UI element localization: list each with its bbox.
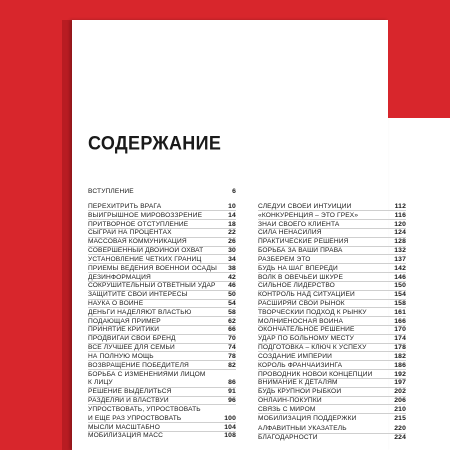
toc-entry-title: СИЛЬНОЕ ЛИДЕРСТВО xyxy=(258,282,335,290)
toc-entry-page: 161 xyxy=(394,308,406,316)
toc-entry-page: 210 xyxy=(394,405,406,413)
toc-entry-page: 50 xyxy=(228,291,236,299)
toc-entry-title: МОБИЛИЗАЦИЯ МАСС xyxy=(88,432,164,440)
toc-entry-title: ОКОНЧАТЕЛЬНОЕ РЕШЕНИЕ xyxy=(258,326,355,334)
toc-entry-title: НАУКА О ВОЙНЕ xyxy=(88,300,144,308)
toc-entry-title: УСТАНОВЛЕНИЕ ЧЕТКИХ ГРАНИЦ xyxy=(88,255,202,263)
toc-entry-title: ВОЛК В ОВЕЧЬЕЙ ШКУРЕ xyxy=(258,273,344,281)
toc-entry-title: СЫГРАЙ НА ПРОЦЕНТАХ xyxy=(88,229,172,237)
toc-entry-title: БУДЬ НА ШАГ ВПЕРЕДИ xyxy=(258,264,338,272)
toc-entry-title: БЛАГОДАРНОСТИ xyxy=(258,434,318,441)
toc-entry-page: 38 xyxy=(228,264,236,272)
red-left-edge xyxy=(62,20,72,450)
toc-entry-page: 224 xyxy=(394,434,406,441)
toc-entry-title: МОЛНИЕНОСНАЯ ВОЙНА xyxy=(258,317,344,325)
toc-entry-page: 178 xyxy=(394,344,406,352)
toc-entry[interactable] xyxy=(88,370,236,379)
toc-entry-page: 150 xyxy=(394,282,406,290)
toc-entry-page: 158 xyxy=(394,300,406,308)
toc-entry-title: ВЫИГРЫШНОЕ МИРОВОЗЗРЕНИЕ xyxy=(88,211,203,219)
toc-entry-page: 112 xyxy=(394,203,406,210)
toc-entry-page: 206 xyxy=(394,397,406,405)
toc-entry-page: 30 xyxy=(228,247,236,255)
toc-entry-page: 6 xyxy=(232,188,236,195)
toc-entry-page: 58 xyxy=(228,308,236,316)
toc-entry-page: 96 xyxy=(228,397,236,405)
toc-entry-title: ЗНАЙ СВОЕГО КЛИЕНТА xyxy=(258,220,340,228)
toc-entry-title: ПРОДВИГАЙ СВОЙ БРЕНД xyxy=(88,335,176,343)
toc-entry-page: 34 xyxy=(228,255,236,263)
toc-entry-title: РАСШИРЯЙ СВОЙ РЫНОК xyxy=(258,300,345,308)
red-right-band xyxy=(388,0,450,118)
toc-entry-title: ПЕРЕХИТРИТЬ ВРАГА xyxy=(88,203,162,210)
toc-entry-title: УПРОСТВОВАТЬ, УПРОСТВОВАТЬ xyxy=(88,405,201,413)
toc-entry-page: 18 xyxy=(228,220,236,228)
toc-entry-page: 174 xyxy=(394,335,406,343)
toc-entry-title: ПРИЕМЫ ВЕДЕНИЯ ВОЕННОЙ ОСАДЫ xyxy=(88,264,217,272)
toc-entry-page: 116 xyxy=(394,211,406,219)
toc-entry-intro[interactable] xyxy=(88,187,236,196)
toc-entry-page: 100 xyxy=(224,414,236,422)
toc-entry-title: ДЕЗИНФОРМАЦИЯ xyxy=(88,273,151,281)
toc-entry-title: ДЕНЬГИ НАДЕЛЯЮТ ВЛАСТЬЮ xyxy=(88,308,192,316)
toc-entry-page: 124 xyxy=(394,229,406,237)
toc-entry-page: 78 xyxy=(228,352,236,360)
toc-entry[interactable] xyxy=(258,433,406,442)
toc-entry-title: ВСТУПЛЕНИЕ xyxy=(88,188,134,195)
toc-entry-title: СЛЕДУЙ СВОЕЙ ИНТУИЦИИ xyxy=(258,203,352,210)
toc-entry-title: «КОНКУРЕНЦИЯ – ЭТО ГРЕХ» xyxy=(258,211,359,219)
toc-entry[interactable] xyxy=(88,405,236,414)
toc-entry-title: РАЗДЕЛЯЙ И ВЛАСТВУЙ xyxy=(88,397,169,405)
toc-entry-title: БОРЬБА ЗА ВАШИ ПРАВА xyxy=(258,247,343,255)
toc-entry-page: 202 xyxy=(394,388,406,396)
toc-entry-title: БУДЬ КРУПНОЙ РЫБКОЙ xyxy=(258,388,342,396)
toc-entry-page: 182 xyxy=(394,352,406,360)
toc-entry-page: 46 xyxy=(228,282,236,290)
toc-entry-title: АЛФАВИТНЫЙ УКАЗАТЕЛЬ xyxy=(258,425,347,432)
toc-entry-title: РАЗБЕРЕМ ЭТО xyxy=(258,255,311,263)
toc-entry-title: ВСЕ ЛУЧШЕЕ ДЛЯ СЕМЬИ xyxy=(88,344,175,352)
toc-entry-title: К ЛИЦУ xyxy=(88,379,113,387)
toc-entry-title: ПРОВОДНИК НОВОЙ КОНЦЕПЦИИ xyxy=(258,370,373,378)
toc-entry-title: СОКРУШИТЕЛЬНЫЙ ОТВЕТНЫЙ УДАР xyxy=(88,282,216,290)
toc-entry-page: 26 xyxy=(228,238,236,246)
toc-entry[interactable] xyxy=(88,431,236,440)
toc-entry-page: 128 xyxy=(394,238,406,246)
toc-entry-title: ВНИМАНИЕ К ДЕТАЛЯМ xyxy=(258,379,338,387)
toc-entry-title: ВОЗВРАЩЕНИЕ ПОБЕДИТЕЛЯ xyxy=(88,361,189,369)
toc-entry-title: ПРИТВОРНОЕ ОТСТУПЛЕНИЕ xyxy=(88,220,189,228)
toc-entry-title: БОРЬБА С ИЗМЕНЕНИЯМИ ЛИЦОМ xyxy=(88,370,206,378)
toc-entry-page: 146 xyxy=(394,273,406,281)
toc-entry-title: МАССОВАЯ КОММУНИКАЦИЯ xyxy=(88,238,187,246)
toc-entry-page: 142 xyxy=(394,264,406,272)
toc-entry-page: 132 xyxy=(394,247,406,255)
toc-entry-title: ПРИНЯТИЕ КРИТИКИ xyxy=(88,326,160,334)
toc-entry-page: 170 xyxy=(394,326,406,334)
toc-entry-title: РЕШЕНИЕ ВЫДЕЛИТЬСЯ xyxy=(88,388,172,396)
toc-entry-page: 120 xyxy=(394,220,406,228)
toc-entry-page: 91 xyxy=(228,388,236,396)
toc-entry-page: 74 xyxy=(228,344,236,352)
toc-entry-page: 42 xyxy=(228,273,236,281)
toc-entry-page: 82 xyxy=(228,361,236,369)
toc-entry-title: ОНЛАЙН-ПОКУПКИ xyxy=(258,397,322,405)
toc-entry-title: КОРОЛЬ ФРАНЧАЙЗИНГА xyxy=(258,361,343,369)
toc-entry-page: 86 xyxy=(228,379,236,387)
toc-entry-title: КОНТРОЛЬ НАД СИТУАЦИЕЙ xyxy=(258,291,355,299)
toc-entry-page: 220 xyxy=(394,425,406,432)
toc-entry-title: ЗАЩИТИТЕ СВОИ ИНТЕРЕСЫ xyxy=(88,291,188,299)
toc-entry-page: 166 xyxy=(394,317,406,325)
toc-entry-title: СОЗДАНИЕ ИМПЕРИИ xyxy=(258,352,332,360)
toc-entry-page: 66 xyxy=(228,326,236,334)
toc-entry-page: 70 xyxy=(228,335,236,343)
contents-page xyxy=(72,20,406,450)
toc-entry-title: ПОДГОТОВКА – КЛЮЧ К УСПЕХУ xyxy=(258,344,367,352)
toc-entry-page: 186 xyxy=(394,361,406,369)
toc-entry-page: 137 xyxy=(394,255,406,263)
toc-entry-page: 215 xyxy=(394,414,406,422)
toc-entry-title: УДАР ПО БОЛЬНОМУ МЕСТУ xyxy=(258,335,355,343)
page-title: СОДЕРЖАНИЕ xyxy=(88,132,222,154)
toc-entry-title: СВЯЗЬ С МИРОМ xyxy=(258,405,316,413)
toc-entry-title: ПОДАЮЩАЯ ПРИМЕР xyxy=(88,317,161,325)
toc-entry-page: 54 xyxy=(228,300,236,308)
toc-entry[interactable] xyxy=(258,414,406,423)
toc-entry-page: 108 xyxy=(224,432,236,440)
toc-entry-title: НА ПОЛНУЮ МОЩЬ xyxy=(88,352,154,360)
toc-entry-page: 10 xyxy=(228,203,236,210)
toc-entry-title: ПРАКТИЧЕСКИЕ РЕШЕНИЯ xyxy=(258,238,349,246)
toc-entry-page: 104 xyxy=(224,423,236,431)
toc-entry-page: 14 xyxy=(228,211,236,219)
toc-entry-title: МОБИЛИЗАЦИЯ ПОДДЕРЖКИ xyxy=(258,414,357,422)
toc-entry-title: СИЛА НЕНАСИЛИЯ xyxy=(258,229,322,237)
toc-entry-title: СОВЕРШЕННЫЙ ДВОЙНОЙ ОХВАТ xyxy=(88,247,204,255)
toc-entry-page: 62 xyxy=(228,317,236,325)
toc-entry-page: 197 xyxy=(394,379,406,387)
toc-entry-title: ТВОРЧЕСКИЙ ПОДХОД К РЫНКУ xyxy=(258,308,367,316)
toc-entry-title: И ЕЩЕ РАЗ УПРОСТВОВАТЬ xyxy=(88,414,182,422)
toc-entry-page: 154 xyxy=(394,291,406,299)
toc-entry-page: 192 xyxy=(394,370,406,378)
toc-entry-page: 22 xyxy=(228,229,236,237)
toc-entry-title: МЫСЛИ МАСШТАБНО xyxy=(88,423,160,431)
